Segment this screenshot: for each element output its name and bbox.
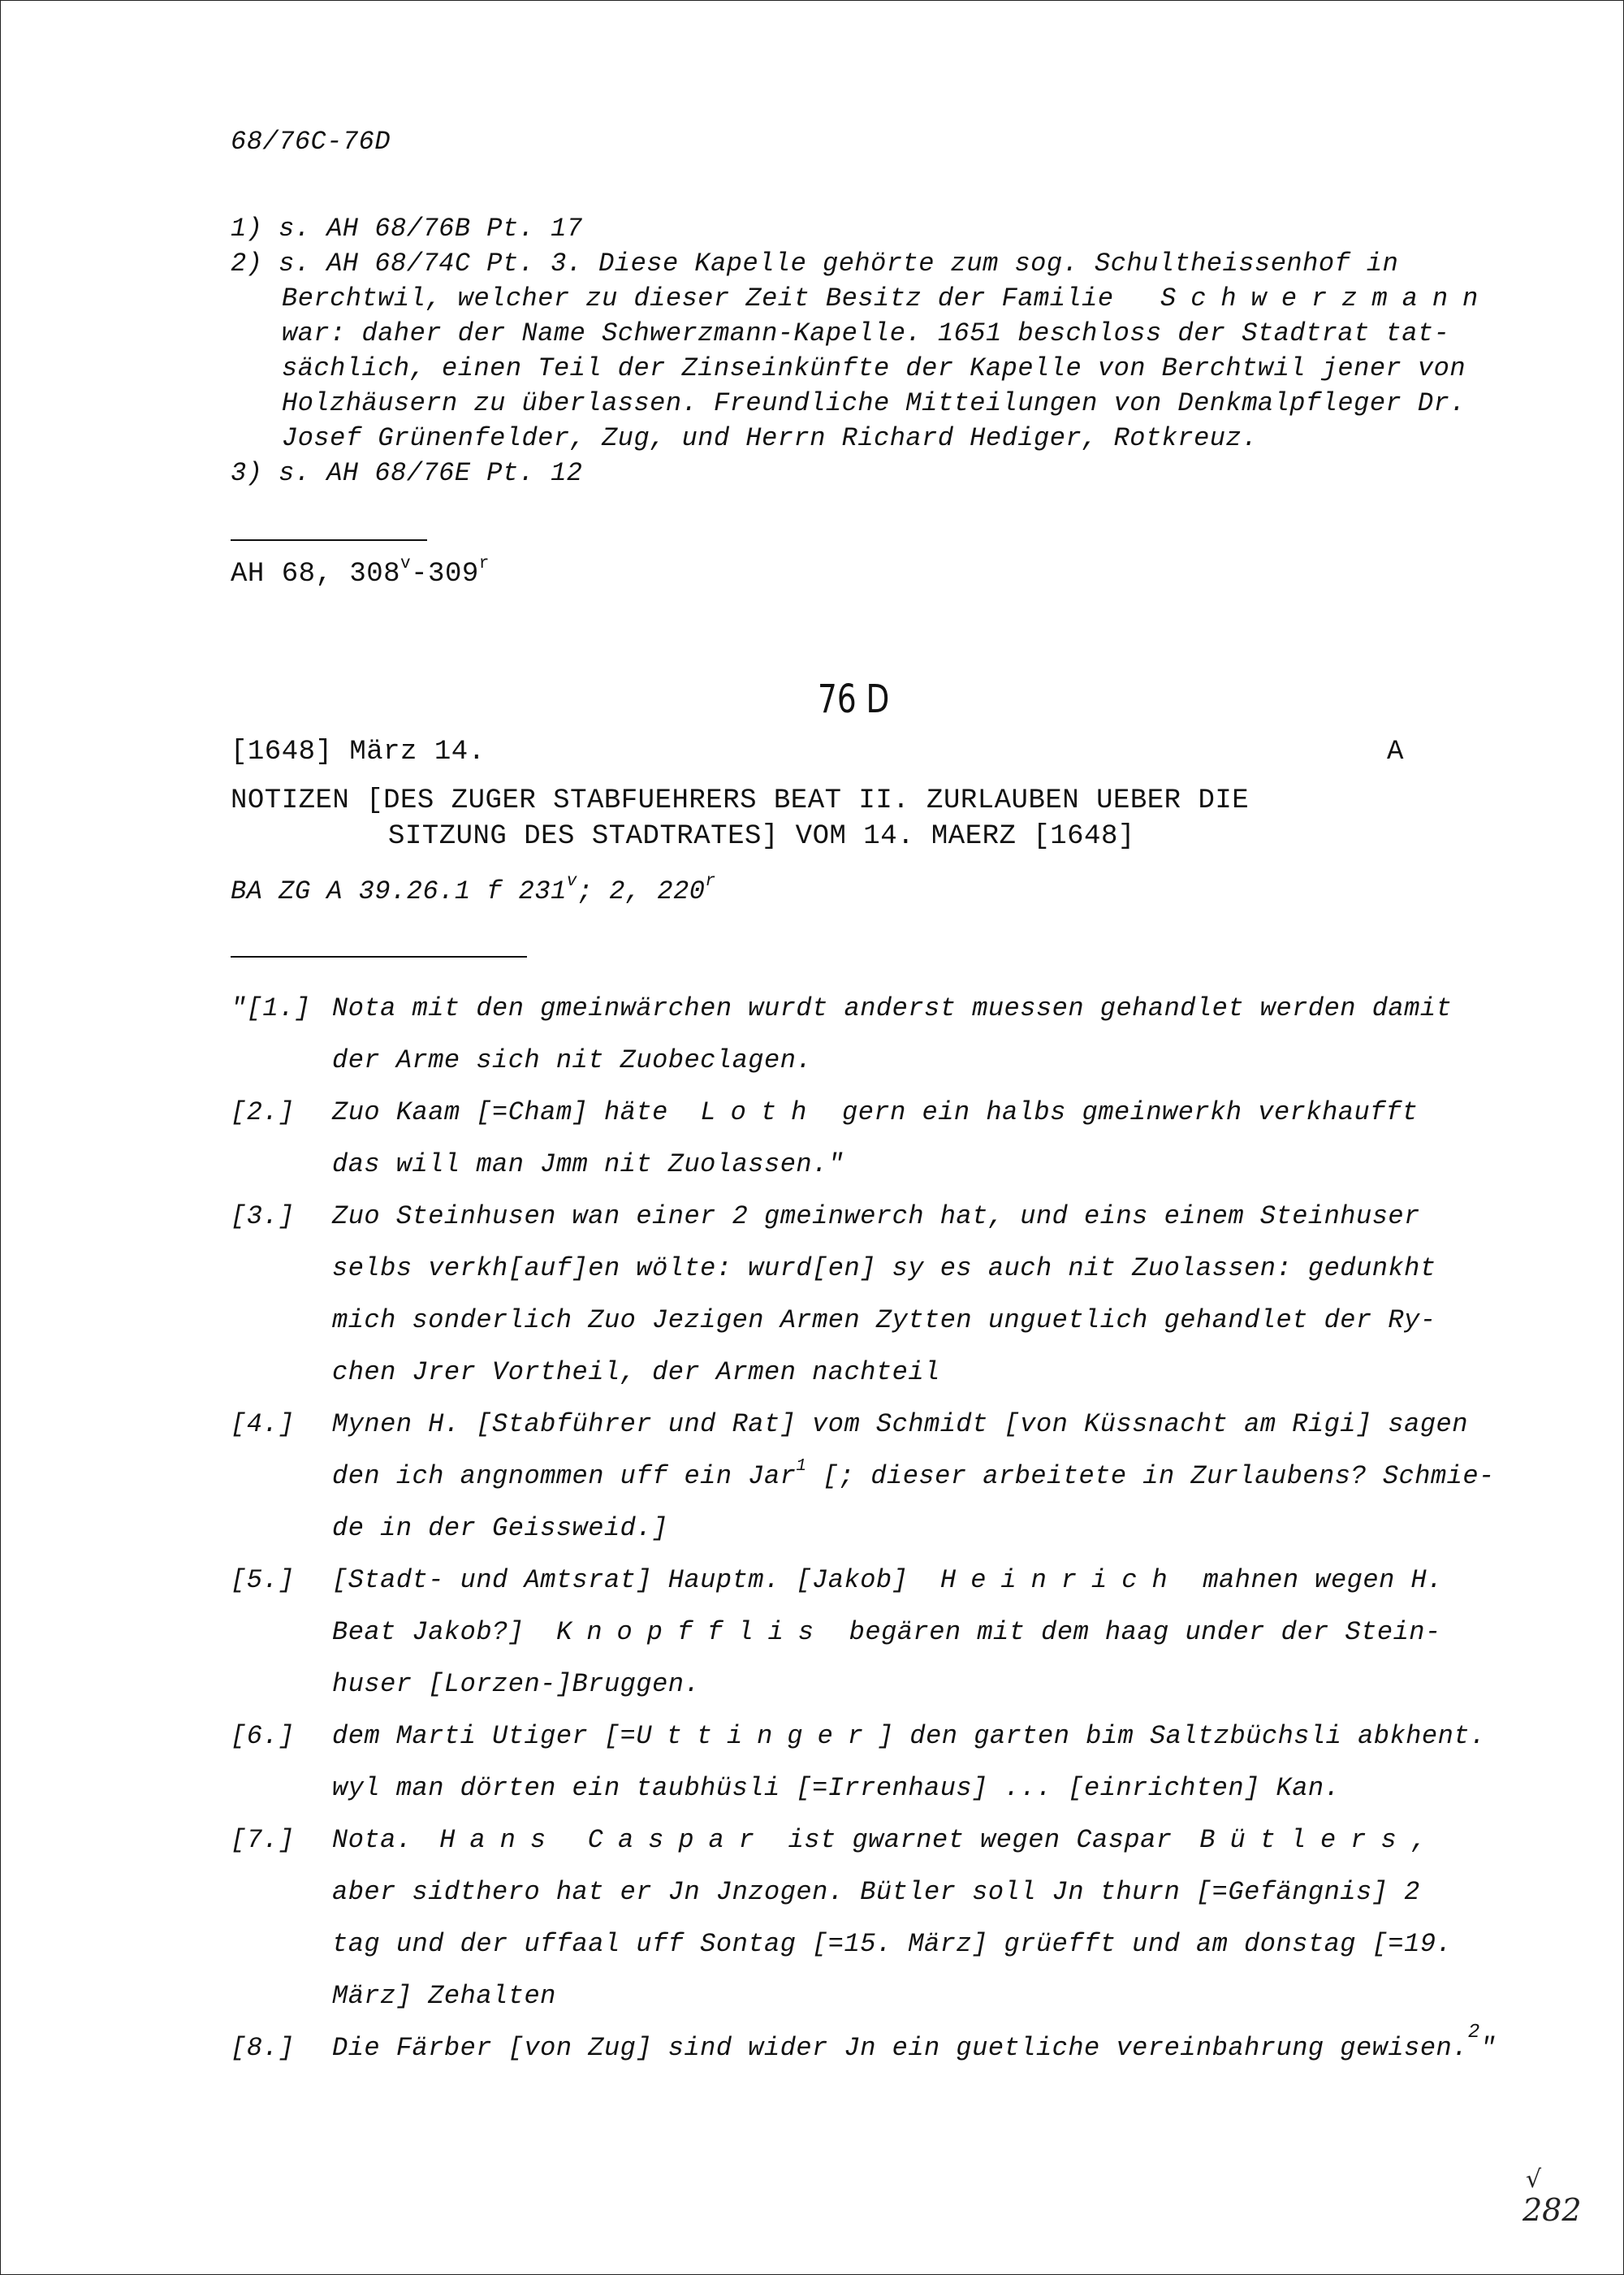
entry-mark: A [1387,737,1404,768]
point-2-text-a: Zuo Kaam [=Cham] häte [332,1097,668,1127]
point-1-line-2: der Arme sich nit Zuobeclagen. [332,1045,813,1075]
source-ref [231,554,490,590]
point-5-text-a: [Stadt- und Amtsrat] Hauptm. [Jakob] [332,1565,909,1595]
footnote-2-line-3: war: daher der Name Schwerzmann-Kapelle. 1651 beschloss der Stadtrat tat- [282,318,1450,348]
entry-date: [1648] März 14. [231,737,486,768]
header-ref: 68/76C-76D [231,127,391,157]
point-5-spaced-heinrich: Heinrich [940,1565,1182,1595]
point-3-line-3: mich sonderlich Zuo Jezigen Armen Zytten unguetlich gehandlet der Ry- [332,1305,1436,1335]
point-8-number: [8.] [231,2033,295,2063]
footnote-1: 1) s. AH 68/76B Pt. 17 [231,214,583,244]
archive-ref [231,872,716,906]
point-5-text-e: begären mit dem haag under der Stein- [849,1617,1441,1647]
point-2-spaced-loth: Loth [700,1097,822,1127]
point-3-line-1: Zuo Steinhusen wan einer 2 gmeinwerch hat, und eins einem Steinhuser [332,1201,1420,1231]
point-5-number: [5.] [231,1565,295,1595]
point-2-line-1 [332,1097,1418,1127]
divider-2 [231,956,527,958]
point-4-text-a: den ich angnommen uff ein Jar [332,1461,797,1491]
footnote-3: 3) s. AH 68/76E Pt. 12 [231,458,583,488]
entry-number: 76 D [818,677,890,722]
footnote-2-line-4: sächlich, einen Teil der Zinseinkünfte der Kapelle von Berchtwil jener von [282,353,1466,383]
point-7-spaced-caspar: Caspar [587,1825,769,1855]
entry-title-line-1: NOTIZEN [DES ZUGER STABFUEHRERS BEAT II. ZURLAUBEN UEBER DIE [231,785,1250,816]
source-ref-base: AH 68, 308 [231,559,401,590]
archive-ref-b: ; 2, 220 [577,876,706,906]
handwritten-page-number: 282 [1522,2192,1582,2228]
source-ref-dash: -309 [411,559,479,590]
footnote-2-line-2 [282,283,1114,314]
footnote-2-spaced-name: Schwerzmann [1160,283,1493,314]
point-7-line-2: aber sidthero hat er Jn Jnzogen. Bütler soll Jn thurn [=Gefängnis] 2 [332,1877,1420,1907]
point-2-line-2: das will man Jmm nit Zuolassen." [332,1149,844,1179]
point-7-line-3: tag und der uffaal uff Sontag [=15. März] grüefft und am donstag [=19. [332,1929,1453,1959]
point-6-spaced-uttinger: Uttinger [636,1721,878,1751]
point-6-line-1 [332,1721,1486,1751]
point-6-text-c: ] den garten bim Saltzbüchsli abkhent. [877,1721,1486,1751]
handwritten-checkmark: √ [1526,2165,1542,2194]
divider-1 [231,539,427,541]
point-5-spaced-knopfflis: Knopfflis [556,1617,828,1647]
point-8-text: Die Färber [von Zug] sind wider Jn ein guetliche vereinbahrung gewisen. [332,2033,1468,2063]
point-2-text-c: gern ein halbs gmeinwerkh verkhaufft [841,1097,1419,1127]
point-1-number: "[1.] [231,993,311,1023]
point-8-closing-quote: " [1479,2033,1497,2063]
point-2-number: [2.] [231,1097,295,1127]
point-8-footnote-ref: 2 [1467,2022,1480,2044]
point-3-number: [3.] [231,1201,295,1231]
footnote-2-line-1: 2) s. AH 68/74C Pt. 3. Diese Kapelle gehörte zum sog. Schultheissenhof in [231,249,1399,279]
point-5-line-2 [332,1617,1441,1647]
source-ref-sup-2: r [478,554,490,573]
point-7-text-a: Nota. [332,1825,412,1855]
point-7-number: [7.] [231,1825,295,1855]
point-6-number: [6.] [231,1721,295,1751]
point-4-line-2 [332,1457,1495,1491]
point-4-line-1: Mynen H. [Stabführer und Rat] vom Schmidt [von Küssnacht am Rigi] sagen [332,1409,1468,1439]
point-7-spaced-hans: Hans [439,1825,561,1855]
point-5-text-d: Beat Jakob?] [332,1617,525,1647]
point-7-line-1 [332,1825,1441,1855]
point-4-number: [4.] [231,1409,295,1439]
entry-title-line-2: SITZUNG DES STADTRATES] VOM 14. MAERZ [1648] [388,821,1135,852]
archive-ref-a: BA ZG A 39.26.1 f 231 [231,876,567,906]
footnote-2-line-5: Holzhäusern zu überlassen. Freundliche Mitteilungen von Denkmalpfleger Dr. [282,388,1466,418]
point-7-text-d: ist gwarnet wegen Caspar [788,1825,1173,1855]
footnote-2-line-6: Josef Grünenfelder, Zug, und Herrn Richard Hediger, Rotkreuz. [282,423,1258,453]
point-6-text-a: dem Marti Utiger [= [332,1721,637,1751]
source-ref-sup-1: v [400,554,412,573]
point-4-footnote-ref: 1 [796,1457,807,1477]
point-5-line-3: huser [Lorzen-]Bruggen. [332,1669,701,1699]
point-5-text-c: mahnen wegen H. [1203,1565,1443,1595]
footnote-2-text-a: Berchtwil, welcher zu dieser Zeit Besitz der Familie [282,283,1114,314]
point-3-line-2: selbs verkh[auf]en wölte: wurd[en] sy es auch nit Zuolassen: gedunkht [332,1253,1436,1283]
point-6-line-2: wyl man dörten ein taubhüsli [=Irrenhaus] ... [einrichten] Kan. [332,1773,1341,1803]
point-1-line-1: Nota mit den gmeinwärchen wurdt anderst muessen gehandlet werden damit [332,993,1453,1023]
point-4-line-3: de in der Geissweid.] [332,1513,668,1543]
point-5-line-1 [332,1565,1443,1595]
archive-ref-sup-2: r [705,872,716,892]
point-3-line-4: chen Jrer Vortheil, der Armen nachteil [332,1357,940,1387]
point-8-line-1 [332,2022,1497,2063]
point-7-line-4: März] Zehalten [332,1981,556,2011]
archive-ref-sup-1: v [566,872,577,892]
point-4-text-b: [; dieser arbeitete in Zurlaubens? Schmie- [806,1461,1495,1491]
point-7-spaced-buetlers: Bütlers, [1199,1825,1441,1855]
